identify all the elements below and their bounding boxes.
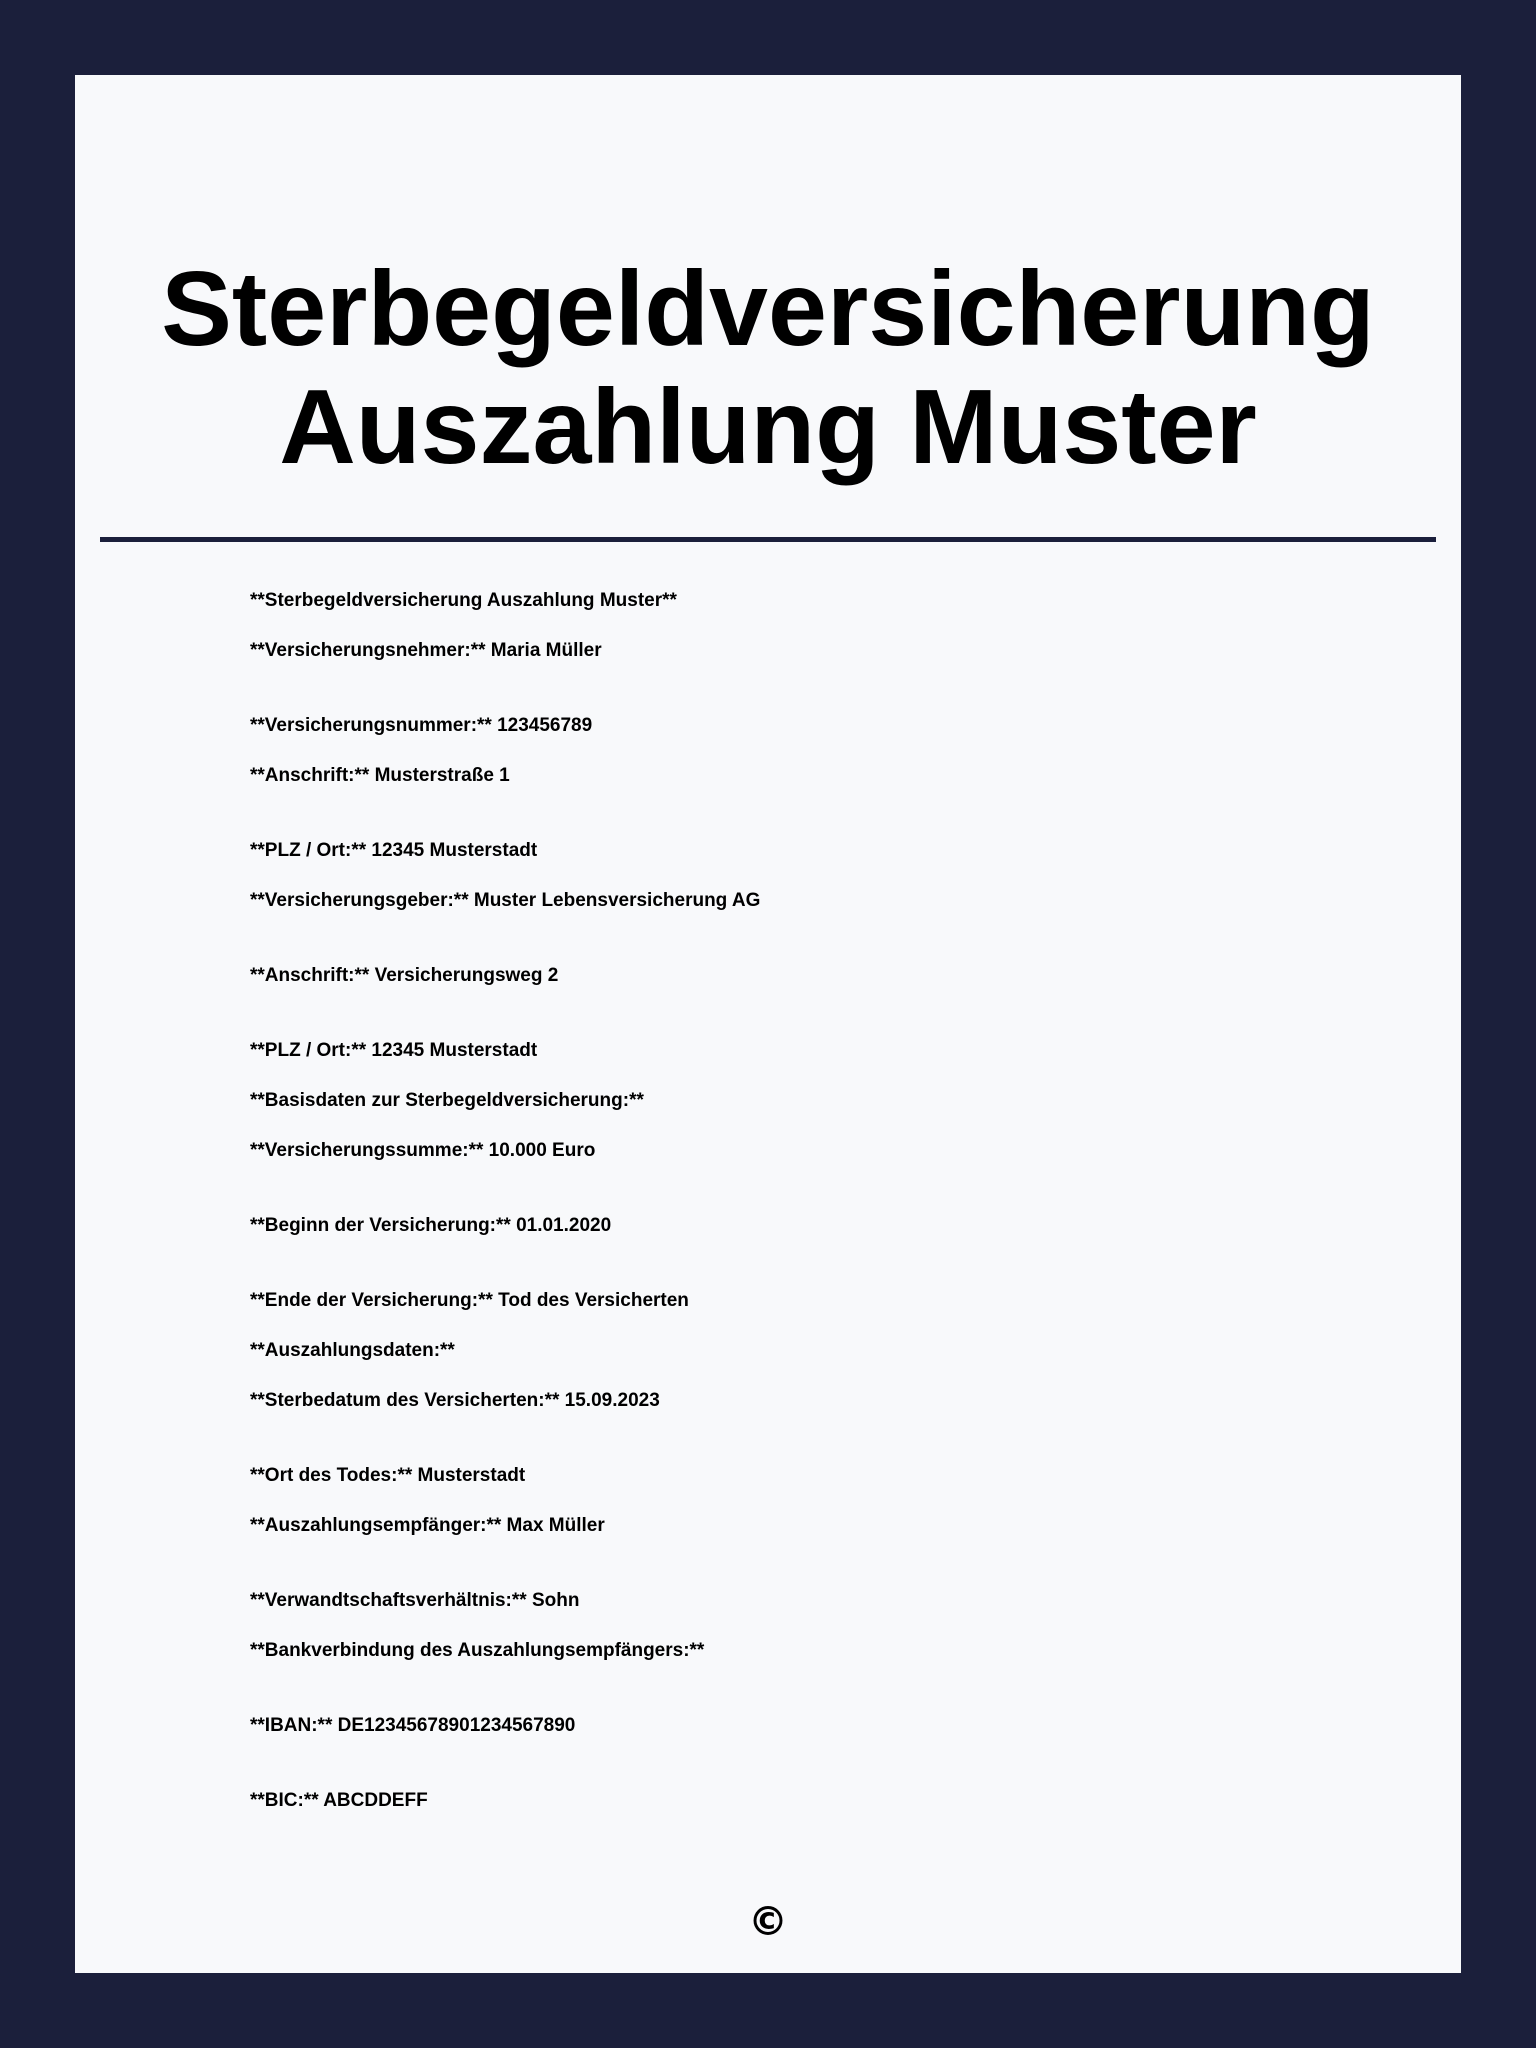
title-divider [100,537,1436,542]
field-insurer-city: **PLZ / Ort:** 12345 Musterstadt [250,1040,538,1061]
field-payee: **Auszahlungsempfänger:** Max Müller [250,1515,605,1536]
field-relationship: **Verwandtschaftsverhältnis:** Sohn [250,1590,580,1611]
field-iban: **IBAN:** DE12345678901234567890 [250,1715,576,1736]
section-payout-data: **Auszahlungsdaten:** [250,1340,455,1361]
field-insurer: **Versicherungsgeber:** Muster Lebensversicherung AG [250,890,761,911]
field-policy-number: **Versicherungsnummer:** 123456789 [250,715,593,736]
page-title-line-1: Sterbegeldversicherung [161,250,1375,368]
field-place-of-death: **Ort des Todes:** Musterstadt [250,1465,526,1486]
field-end-date: **Ende der Versicherung:** Tod des Versicherten [250,1290,689,1311]
document-heading: **Sterbegeldversicherung Auszahlung Muster** [250,590,677,611]
field-date-of-death: **Sterbedatum des Versicherten:** 15.09.2023 [250,1390,660,1411]
field-start-date: **Beginn der Versicherung:** 01.01.2020 [250,1215,612,1236]
field-insurer-address: **Anschrift:** Versicherungsweg 2 [250,965,559,986]
field-sum-insured: **Versicherungssumme:** 10.000 Euro [250,1140,596,1161]
page-title-line-2: Auszahlung Muster [279,368,1257,486]
section-bank-details: **Bankverbindung des Auszahlungsempfängers:** [250,1640,705,1661]
section-base-data: **Basisdaten zur Sterbegeldversicherung:** [250,1090,644,1111]
field-policyholder: **Versicherungsnehmer:** Maria Müller [250,640,602,661]
copyright-symbol: © [748,1899,788,1945]
field-bic: **BIC:** ABCDDEFF [250,1790,428,1811]
page-title [75,250,1461,486]
field-policyholder-address: **Anschrift:** Musterstraße 1 [250,765,510,786]
document-sheet [75,75,1461,1973]
field-policyholder-city: **PLZ / Ort:** 12345 Musterstadt [250,840,538,861]
